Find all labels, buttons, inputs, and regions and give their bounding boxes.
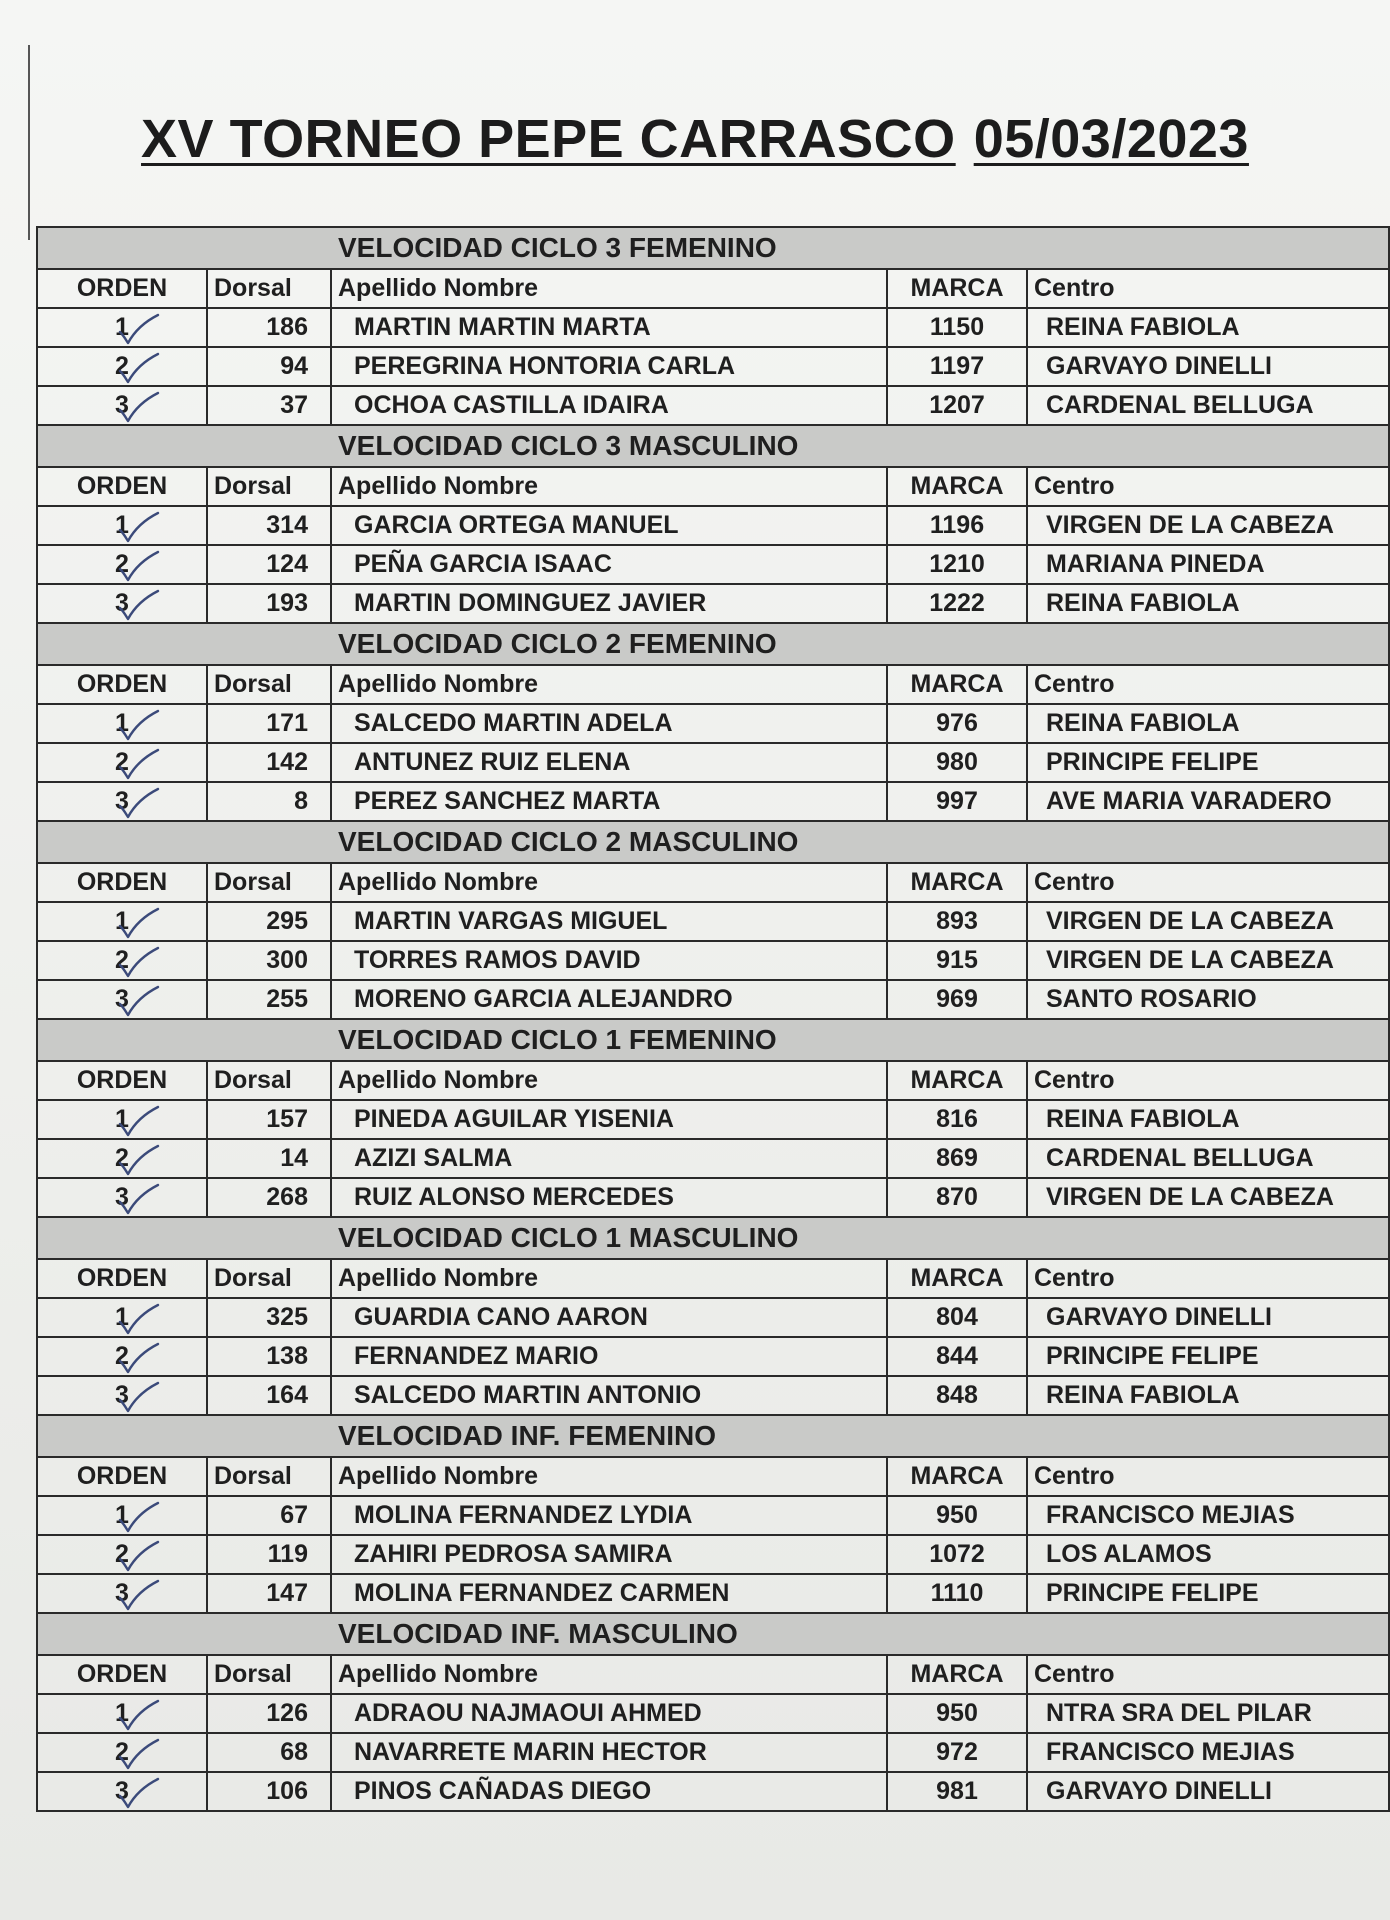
- name-cell: ANTUNEZ RUIZ ELENA: [331, 743, 887, 782]
- header-name: Apellido Nombre: [331, 1259, 887, 1298]
- dorsal-cell: 119: [207, 1535, 331, 1574]
- marca-cell: 816: [887, 1100, 1027, 1139]
- column-header-row: [37, 1061, 1389, 1100]
- centro-cell: REINA FABIOLA: [1027, 1376, 1389, 1415]
- marca-cell: 972: [887, 1733, 1027, 1772]
- section-title: VELOCIDAD CICLO 2 FEMENINO: [37, 623, 1389, 665]
- section-header-row: [37, 1019, 1389, 1061]
- header-dorsal: Dorsal: [207, 269, 331, 308]
- marca-cell: 1072: [887, 1535, 1027, 1574]
- name-cell: PEÑA GARCIA ISAAC: [331, 545, 887, 584]
- orden-cell: [37, 902, 207, 941]
- table-row: [37, 1733, 1389, 1772]
- marca-cell: 980: [887, 743, 1027, 782]
- section-header-row: [37, 227, 1389, 269]
- marca-cell: 981: [887, 1772, 1027, 1811]
- header-orden: ORDEN: [37, 1061, 207, 1100]
- marca-cell: 844: [887, 1337, 1027, 1376]
- orden-value: 1: [115, 709, 129, 737]
- dorsal-cell: 164: [207, 1376, 331, 1415]
- dorsal-cell: 124: [207, 545, 331, 584]
- dorsal-cell: 106: [207, 1772, 331, 1811]
- handwritten-check-icon: [116, 312, 162, 346]
- name-cell: MARTIN MARTIN MARTA: [331, 308, 887, 347]
- table-row: [37, 782, 1389, 821]
- section-title: VELOCIDAD CICLO 1 FEMENINO: [37, 1019, 1389, 1061]
- name-cell: RUIZ ALONSO MERCEDES: [331, 1178, 887, 1217]
- orden-cell: [37, 1139, 207, 1178]
- orden-cell: [37, 1496, 207, 1535]
- orden-cell: [37, 1733, 207, 1772]
- marca-cell: 950: [887, 1694, 1027, 1733]
- name-cell: MARTIN VARGAS MIGUEL: [331, 902, 887, 941]
- name-cell: SALCEDO MARTIN ADELA: [331, 704, 887, 743]
- table-row: [37, 980, 1389, 1019]
- table-row: [37, 308, 1389, 347]
- centro-cell: GARVAYO DINELLI: [1027, 347, 1389, 386]
- handwritten-check-icon: [116, 390, 162, 424]
- dorsal-cell: 8: [207, 782, 331, 821]
- table-row: [37, 1100, 1389, 1139]
- column-header-row: [37, 1259, 1389, 1298]
- handwritten-check-icon: [116, 708, 162, 742]
- centro-cell: REINA FABIOLA: [1027, 584, 1389, 623]
- section-title: VELOCIDAD INF. FEMENINO: [37, 1415, 1389, 1457]
- marca-cell: 1196: [887, 506, 1027, 545]
- name-cell: OCHOA CASTILLA IDAIRA: [331, 386, 887, 425]
- handwritten-check-icon: [116, 747, 162, 781]
- centro-cell: NTRA SRA DEL PILAR: [1027, 1694, 1389, 1733]
- table-row: [37, 1178, 1389, 1217]
- centro-cell: REINA FABIOLA: [1027, 704, 1389, 743]
- centro-cell: PRINCIPE FELIPE: [1027, 1574, 1389, 1613]
- orden-cell: [37, 980, 207, 1019]
- handwritten-check-icon: [116, 945, 162, 979]
- orden-value: 2: [115, 550, 129, 578]
- dorsal-cell: 94: [207, 347, 331, 386]
- handwritten-check-icon: [116, 351, 162, 385]
- header-centro: Centro: [1027, 1061, 1389, 1100]
- orden-value: 1: [115, 1699, 129, 1727]
- name-cell: FERNANDEZ MARIO: [331, 1337, 887, 1376]
- header-marca: MARCA: [887, 1457, 1027, 1496]
- orden-cell: [37, 347, 207, 386]
- centro-cell: GARVAYO DINELLI: [1027, 1772, 1389, 1811]
- header-name: Apellido Nombre: [331, 863, 887, 902]
- table-row: [37, 347, 1389, 386]
- section-title: VELOCIDAD CICLO 1 MASCULINO: [37, 1217, 1389, 1259]
- dorsal-cell: 147: [207, 1574, 331, 1613]
- marca-cell: 870: [887, 1178, 1027, 1217]
- column-header-row: [37, 1457, 1389, 1496]
- orden-cell: [37, 1178, 207, 1217]
- orden-value: 1: [115, 511, 129, 539]
- handwritten-check-icon: [116, 1737, 162, 1771]
- table-row: [37, 704, 1389, 743]
- marca-cell: 1110: [887, 1574, 1027, 1613]
- header-dorsal: Dorsal: [207, 665, 331, 704]
- orden-value: 3: [115, 1777, 129, 1805]
- header-centro: Centro: [1027, 467, 1389, 506]
- header-marca: MARCA: [887, 1655, 1027, 1694]
- handwritten-check-icon: [116, 1182, 162, 1216]
- section-header-row: [37, 821, 1389, 863]
- handwritten-check-icon: [116, 1776, 162, 1810]
- handwritten-check-icon: [116, 1698, 162, 1732]
- header-centro: Centro: [1027, 665, 1389, 704]
- header-orden: ORDEN: [37, 1655, 207, 1694]
- header-name: Apellido Nombre: [331, 1061, 887, 1100]
- table-row: [37, 545, 1389, 584]
- centro-cell: VIRGEN DE LA CABEZA: [1027, 941, 1389, 980]
- dorsal-cell: 300: [207, 941, 331, 980]
- orden-value: 3: [115, 985, 129, 1013]
- orden-cell: [37, 1298, 207, 1337]
- column-header-row: [37, 1655, 1389, 1694]
- header-marca: MARCA: [887, 467, 1027, 506]
- table-row: [37, 1694, 1389, 1733]
- orden-cell: [37, 308, 207, 347]
- centro-cell: REINA FABIOLA: [1027, 1100, 1389, 1139]
- orden-value: 3: [115, 589, 129, 617]
- orden-value: 1: [115, 313, 129, 341]
- handwritten-check-icon: [116, 1380, 162, 1414]
- orden-value: 3: [115, 787, 129, 815]
- marca-cell: 804: [887, 1298, 1027, 1337]
- orden-cell: [37, 1337, 207, 1376]
- header-centro: Centro: [1027, 1259, 1389, 1298]
- table-row: [37, 902, 1389, 941]
- section-header-row: [37, 1415, 1389, 1457]
- header-centro: Centro: [1027, 1655, 1389, 1694]
- orden-value: 2: [115, 1738, 129, 1766]
- column-header-row: [37, 863, 1389, 902]
- table-row: [37, 1376, 1389, 1415]
- header-centro: Centro: [1027, 269, 1389, 308]
- dorsal-cell: 37: [207, 386, 331, 425]
- section-header-row: [37, 1217, 1389, 1259]
- marca-cell: 969: [887, 980, 1027, 1019]
- name-cell: MORENO GARCIA ALEJANDRO: [331, 980, 887, 1019]
- header-orden: ORDEN: [37, 863, 207, 902]
- table-row: [37, 743, 1389, 782]
- tournament-date: 05/03/2023: [973, 109, 1249, 169]
- centro-cell: VIRGEN DE LA CABEZA: [1027, 506, 1389, 545]
- marca-cell: 1207: [887, 386, 1027, 425]
- orden-value: 3: [115, 391, 129, 419]
- handwritten-check-icon: [116, 906, 162, 940]
- table-row: [37, 386, 1389, 425]
- marca-cell: 1150: [887, 308, 1027, 347]
- name-cell: ZAHIRI PEDROSA SAMIRA: [331, 1535, 887, 1574]
- header-name: Apellido Nombre: [331, 1457, 887, 1496]
- dorsal-cell: 142: [207, 743, 331, 782]
- dorsal-cell: 255: [207, 980, 331, 1019]
- dorsal-cell: 126: [207, 1694, 331, 1733]
- header-orden: ORDEN: [37, 1259, 207, 1298]
- name-cell: GUARDIA CANO AARON: [331, 1298, 887, 1337]
- header-centro: Centro: [1027, 863, 1389, 902]
- centro-cell: MARIANA PINEDA: [1027, 545, 1389, 584]
- header-orden: ORDEN: [37, 665, 207, 704]
- table-row: [37, 584, 1389, 623]
- handwritten-check-icon: [116, 1143, 162, 1177]
- dorsal-cell: 314: [207, 506, 331, 545]
- marca-cell: 1222: [887, 584, 1027, 623]
- name-cell: MOLINA FERNANDEZ LYDIA: [331, 1496, 887, 1535]
- name-cell: NAVARRETE MARIN HECTOR: [331, 1733, 887, 1772]
- centro-cell: GARVAYO DINELLI: [1027, 1298, 1389, 1337]
- name-cell: MARTIN DOMINGUEZ JAVIER: [331, 584, 887, 623]
- table-row: [37, 1298, 1389, 1337]
- header-name: Apellido Nombre: [331, 269, 887, 308]
- orden-value: 2: [115, 946, 129, 974]
- handwritten-check-icon: [116, 984, 162, 1018]
- orden-value: 2: [115, 1540, 129, 1568]
- orden-cell: [37, 782, 207, 821]
- orden-cell: [37, 1574, 207, 1613]
- header-name: Apellido Nombre: [331, 467, 887, 506]
- centro-cell: SANTO ROSARIO: [1027, 980, 1389, 1019]
- header-dorsal: Dorsal: [207, 1457, 331, 1496]
- header-orden: ORDEN: [37, 467, 207, 506]
- header-dorsal: Dorsal: [207, 1655, 331, 1694]
- name-cell: TORRES RAMOS DAVID: [331, 941, 887, 980]
- centro-cell: VIRGEN DE LA CABEZA: [1027, 902, 1389, 941]
- centro-cell: CARDENAL BELLUGA: [1027, 386, 1389, 425]
- page-title: [0, 108, 1390, 170]
- handwritten-check-icon: [116, 510, 162, 544]
- handwritten-check-icon: [116, 1104, 162, 1138]
- results-table: [36, 226, 1390, 1812]
- orden-cell: [37, 1772, 207, 1811]
- section-title: VELOCIDAD CICLO 3 FEMENINO: [37, 227, 1389, 269]
- orden-value: 1: [115, 1105, 129, 1133]
- header-dorsal: Dorsal: [207, 467, 331, 506]
- orden-cell: [37, 386, 207, 425]
- section-header-row: [37, 1613, 1389, 1655]
- centro-cell: AVE MARIA VARADERO: [1027, 782, 1389, 821]
- dorsal-cell: 295: [207, 902, 331, 941]
- section-title: VELOCIDAD CICLO 3 MASCULINO: [37, 425, 1389, 467]
- orden-value: 1: [115, 907, 129, 935]
- orden-cell: [37, 1100, 207, 1139]
- marca-cell: 915: [887, 941, 1027, 980]
- name-cell: AZIZI SALMA: [331, 1139, 887, 1178]
- header-marca: MARCA: [887, 1259, 1027, 1298]
- orden-cell: [37, 506, 207, 545]
- section-header-row: [37, 425, 1389, 467]
- centro-cell: VIRGEN DE LA CABEZA: [1027, 1178, 1389, 1217]
- centro-cell: REINA FABIOLA: [1027, 308, 1389, 347]
- dorsal-cell: 14: [207, 1139, 331, 1178]
- table-row: [37, 941, 1389, 980]
- table-row: [37, 506, 1389, 545]
- marca-cell: 950: [887, 1496, 1027, 1535]
- orden-value: 2: [115, 748, 129, 776]
- section-header-row: [37, 623, 1389, 665]
- header-name: Apellido Nombre: [331, 1655, 887, 1694]
- column-header-row: [37, 269, 1389, 308]
- handwritten-check-icon: [116, 1302, 162, 1336]
- section-title: VELOCIDAD CICLO 2 MASCULINO: [37, 821, 1389, 863]
- orden-cell: [37, 1376, 207, 1415]
- table-row: [37, 1337, 1389, 1376]
- dorsal-cell: 67: [207, 1496, 331, 1535]
- handwritten-check-icon: [116, 1578, 162, 1612]
- header-centro: Centro: [1027, 1457, 1389, 1496]
- name-cell: GARCIA ORTEGA MANUEL: [331, 506, 887, 545]
- orden-value: 3: [115, 1579, 129, 1607]
- dorsal-cell: 171: [207, 704, 331, 743]
- header-marca: MARCA: [887, 863, 1027, 902]
- header-dorsal: Dorsal: [207, 863, 331, 902]
- handwritten-check-icon: [116, 588, 162, 622]
- column-header-row: [37, 665, 1389, 704]
- marca-cell: 869: [887, 1139, 1027, 1178]
- marca-cell: 848: [887, 1376, 1027, 1415]
- name-cell: PINOS CAÑADAS DIEGO: [331, 1772, 887, 1811]
- header-marca: MARCA: [887, 269, 1027, 308]
- handwritten-check-icon: [116, 1539, 162, 1573]
- centro-cell: LOS ALAMOS: [1027, 1535, 1389, 1574]
- orden-value: 2: [115, 1144, 129, 1172]
- handwritten-check-icon: [116, 1341, 162, 1375]
- dorsal-cell: 268: [207, 1178, 331, 1217]
- table-row: [37, 1574, 1389, 1613]
- header-dorsal: Dorsal: [207, 1061, 331, 1100]
- marca-cell: 1197: [887, 347, 1027, 386]
- handwritten-check-icon: [116, 786, 162, 820]
- orden-value: 1: [115, 1303, 129, 1331]
- name-cell: MOLINA FERNANDEZ CARMEN: [331, 1574, 887, 1613]
- name-cell: PINEDA AGUILAR YISENIA: [331, 1100, 887, 1139]
- table-row: [37, 1772, 1389, 1811]
- name-cell: SALCEDO MARTIN ANTONIO: [331, 1376, 887, 1415]
- orden-cell: [37, 941, 207, 980]
- table-row: [37, 1139, 1389, 1178]
- centro-cell: PRINCIPE FELIPE: [1027, 743, 1389, 782]
- header-marca: MARCA: [887, 665, 1027, 704]
- table-row: [37, 1535, 1389, 1574]
- orden-value: 2: [115, 1342, 129, 1370]
- column-header-row: [37, 467, 1389, 506]
- section-title: VELOCIDAD INF. MASCULINO: [37, 1613, 1389, 1655]
- marca-cell: 1210: [887, 545, 1027, 584]
- marca-cell: 997: [887, 782, 1027, 821]
- marca-cell: 893: [887, 902, 1027, 941]
- name-cell: PEREGRINA HONTORIA CARLA: [331, 347, 887, 386]
- header-name: Apellido Nombre: [331, 665, 887, 704]
- orden-value: 3: [115, 1183, 129, 1211]
- centro-cell: FRANCISCO MEJIAS: [1027, 1733, 1389, 1772]
- header-marca: MARCA: [887, 1061, 1027, 1100]
- centro-cell: CARDENAL BELLUGA: [1027, 1139, 1389, 1178]
- name-cell: PEREZ SANCHEZ MARTA: [331, 782, 887, 821]
- marca-cell: 976: [887, 704, 1027, 743]
- dorsal-cell: 138: [207, 1337, 331, 1376]
- orden-cell: [37, 743, 207, 782]
- dorsal-cell: 157: [207, 1100, 331, 1139]
- table-row: [37, 1496, 1389, 1535]
- orden-cell: [37, 704, 207, 743]
- dorsal-cell: 325: [207, 1298, 331, 1337]
- centro-cell: PRINCIPE FELIPE: [1027, 1337, 1389, 1376]
- header-orden: ORDEN: [37, 1457, 207, 1496]
- orden-value: 3: [115, 1381, 129, 1409]
- orden-cell: [37, 1535, 207, 1574]
- orden-cell: [37, 545, 207, 584]
- header-dorsal: Dorsal: [207, 1259, 331, 1298]
- orden-cell: [37, 1694, 207, 1733]
- dorsal-cell: 186: [207, 308, 331, 347]
- orden-value: 2: [115, 352, 129, 380]
- centro-cell: FRANCISCO MEJIAS: [1027, 1496, 1389, 1535]
- orden-value: 1: [115, 1501, 129, 1529]
- dorsal-cell: 68: [207, 1733, 331, 1772]
- dorsal-cell: 193: [207, 584, 331, 623]
- header-orden: ORDEN: [37, 269, 207, 308]
- name-cell: ADRAOU NAJMAOUI AHMED: [331, 1694, 887, 1733]
- handwritten-check-icon: [116, 1500, 162, 1534]
- tournament-title: XV TORNEO PEPE CARRASCO: [141, 109, 956, 169]
- handwritten-check-icon: [116, 549, 162, 583]
- orden-cell: [37, 584, 207, 623]
- results-body: [37, 227, 1389, 1811]
